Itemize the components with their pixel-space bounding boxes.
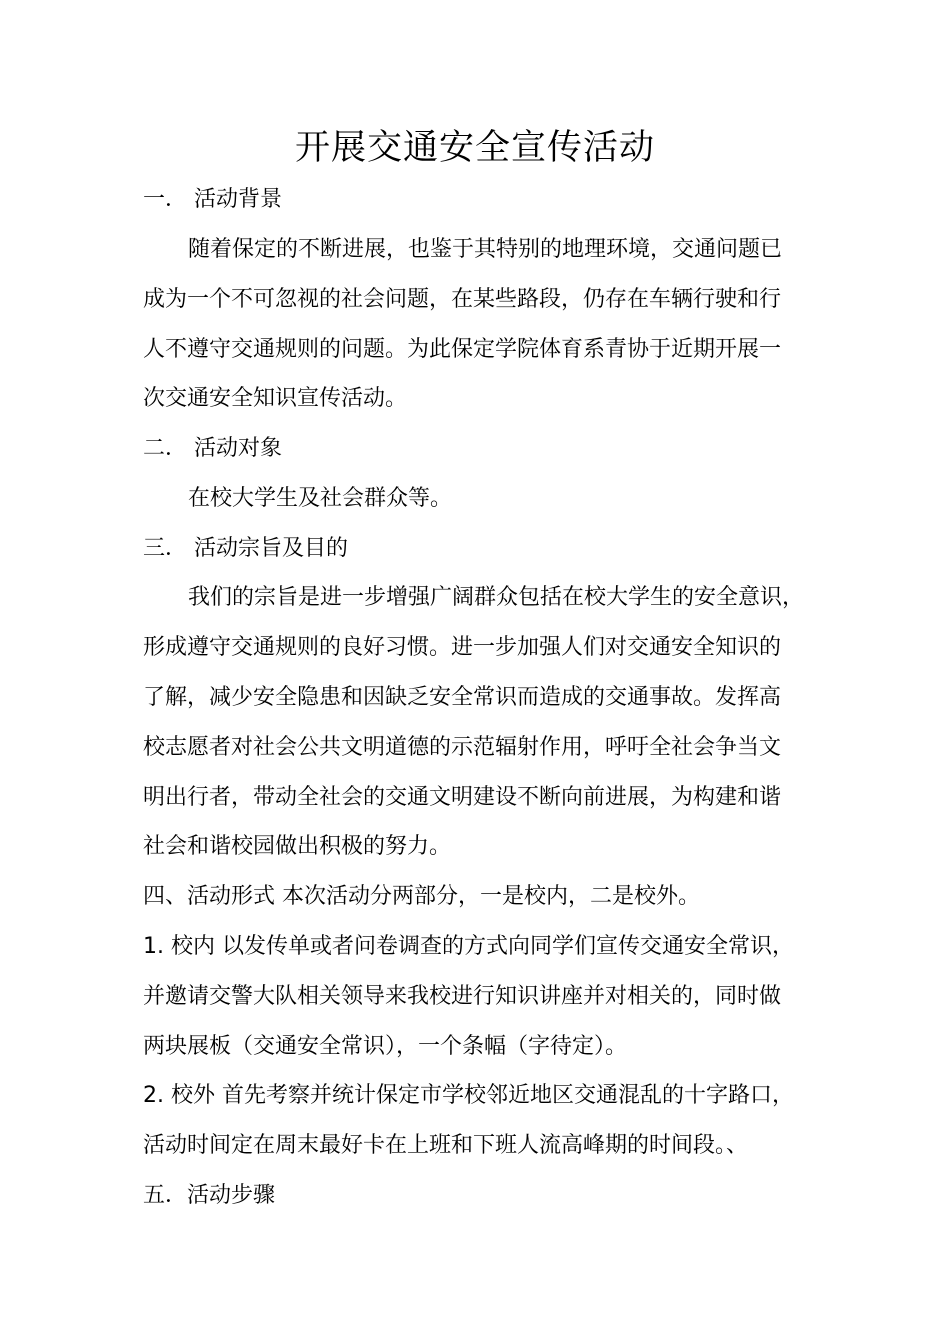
paragraph-line: 了解，减少安全隐患和因缺乏安全常识而造成的交通事故。发挥高 bbox=[143, 685, 782, 710]
document-title: 开展交通安全宣传活动 bbox=[294, 128, 655, 168]
paragraph-line: 在校大学生及社会群众等。 bbox=[188, 486, 453, 511]
list-item-off-campus: 2. 校外 首先考察并统计保定市学校邻近地区交通混乱的十字路口， bbox=[143, 1083, 794, 1108]
paragraph-line: 明出行者，带动全社会的交通文明建设不断向前进展，为构建和谐 bbox=[143, 785, 782, 810]
list-item-campus: 1. 校内 以发传单或者问卷调查的方式向同学们宣传交通安全常识， bbox=[143, 934, 794, 959]
paragraph-line: 次交通安全知识宣传活动。 bbox=[143, 386, 408, 411]
paragraph-line: 人不遵守交通规则的问题。为此保定学院体育系青协于近期开展一 bbox=[143, 337, 782, 362]
paragraph-line: 两块展板（交通安全常识），一个条幅（字待定）。 bbox=[143, 1034, 628, 1059]
section-heading-form: 四、活动形式 本次活动分两部分，一是校内，二是校外。 bbox=[143, 884, 700, 909]
section-heading-purpose: 三． 活动宗旨及目的 bbox=[143, 536, 348, 561]
section-heading-target: 二． 活动对象 bbox=[143, 436, 282, 461]
paragraph-line: 成为一个不可忽视的社会问题，在某些路段，仍存在车辆行驶和行 bbox=[143, 287, 782, 312]
paragraph-line: 我们的宗旨是进一步增强广阔群众包括在校大学生的安全意识， bbox=[188, 585, 805, 610]
paragraph-line: 随着保定的不断进展，也鉴于其特别的地理环境，交通问题已 bbox=[188, 237, 783, 262]
paragraph-line: 并邀请交警大队相关领导来我校进行知识讲座并对相关的，同时做 bbox=[143, 984, 782, 1009]
paragraph-line: 形成遵守交通规则的良好习惯。进一步加强人们对交通安全知识的 bbox=[143, 635, 782, 660]
section-heading-background: 一． 活动背景 bbox=[143, 187, 282, 212]
paragraph-line: 活动时间定在周末最好卡在上班和下班人流高峰期的时间段。、 bbox=[143, 1133, 749, 1158]
paragraph-line: 校志愿者对社会公共文明道德的示范辐射作用，呼吁全社会争当文 bbox=[143, 735, 782, 760]
section-heading-steps: 五．活动步骤 bbox=[143, 1183, 276, 1208]
paragraph-line: 社会和谐校园做出积极的努力。 bbox=[143, 834, 452, 859]
